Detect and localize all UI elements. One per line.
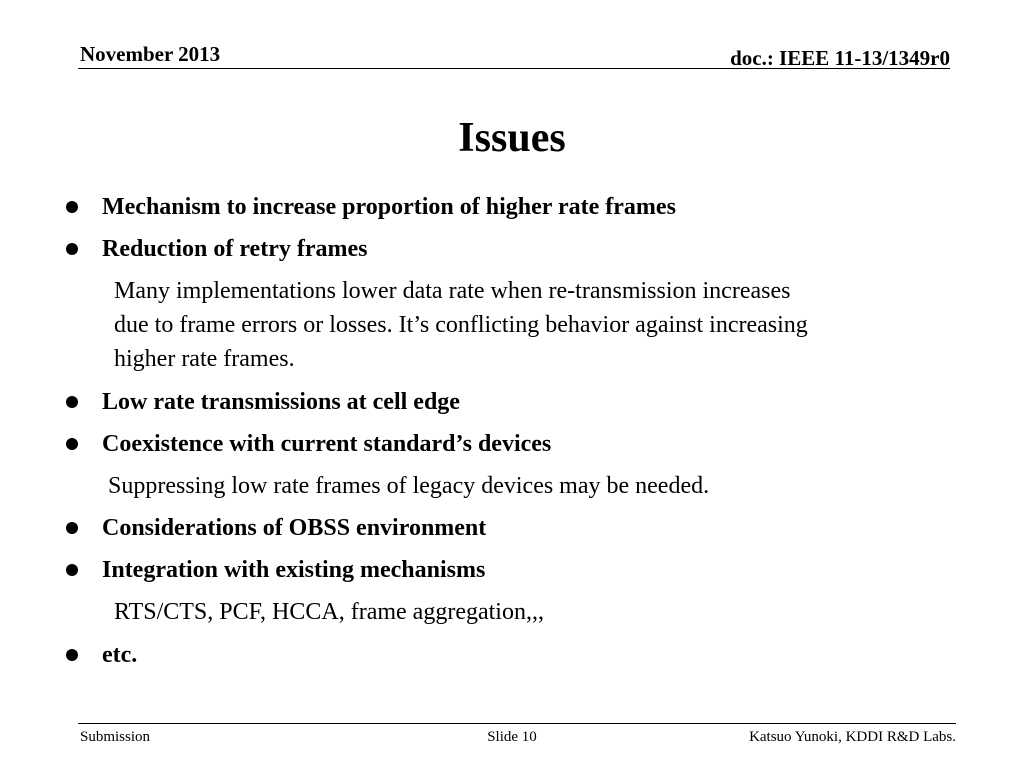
footer-author: Katsuo Yunoki, KDDI R&D Labs.: [749, 729, 956, 745]
bullet-dot-icon: [66, 396, 78, 408]
bullet-label: Integration with existing mechanisms: [102, 557, 486, 583]
bullet-dot-icon: [66, 649, 78, 661]
bullet-detail-line: due to frame errors or losses. It’s conflicting behavior against increasing: [114, 312, 808, 338]
bullet-label: Low rate transmissions at cell edge: [102, 389, 460, 415]
bullet-detail-line: RTS/CTS, PCF, HCCA, frame aggregation,,,: [114, 599, 544, 625]
bullet-label: Reduction of retry frames: [102, 236, 368, 262]
bullet-detail-line: Suppressing low rate frames of legacy devices may be needed.: [108, 473, 710, 499]
footer-slide-number: Slide 10: [487, 729, 537, 745]
bullet-dot-icon: [66, 564, 78, 576]
bullet-dot-icon: [66, 438, 78, 450]
bullet-label: Coexistence with current standard’s devices: [102, 431, 552, 457]
bullet-dot-icon: [66, 201, 78, 213]
footer-divider: [78, 723, 956, 724]
header-doc-id: doc.: IEEE 11-13/1349r0: [730, 46, 950, 70]
bullet-detail-line: Many implementations lower data rate when re-transmission increases: [114, 278, 791, 304]
bullet-label: Considerations of OBSS environment: [102, 515, 487, 541]
bullet-dot-icon: [66, 522, 78, 534]
bullet-detail-line: higher rate frames.: [114, 346, 295, 372]
bullet-dot-icon: [66, 243, 78, 255]
header-date: November 2013: [80, 42, 221, 66]
bullet-label: etc.: [102, 642, 138, 668]
slide-title: Issues: [458, 115, 566, 161]
bullet-label: Mechanism to increase proportion of higher rate frames: [102, 194, 676, 220]
footer-submission: Submission: [80, 729, 151, 745]
